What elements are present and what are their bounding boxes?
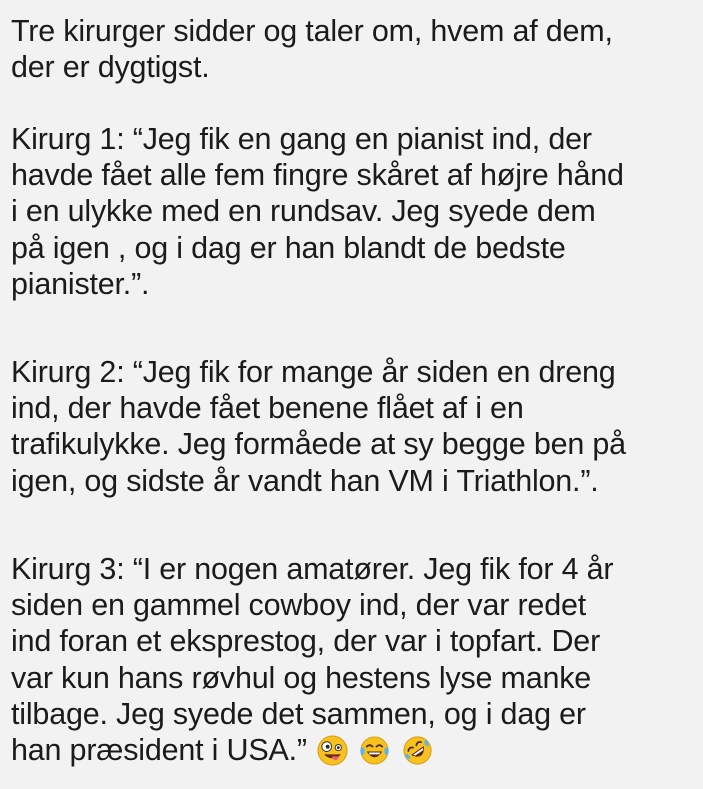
text-line: Kirurg 3: “I er nogen amatører. Jeg fik for 4 år [11,552,614,586]
text-line: Tre kirurger sidder og taler om, hvem af dem, [11,14,613,48]
final-text: han præsident i USA.” [11,733,307,768]
text-line: Kirurg 1: “Jeg fik en gang en pianist ind, der [11,122,592,156]
text-line: ind foran et eksprestog, der var i topfart. Der [11,624,601,659]
text-line: siden en gammel cowboy ind, der var redet [11,588,586,623]
text-line: på igen , og i dag er han blandt de bedste [11,230,566,265]
text-line: Kirurg 2: “Jeg fik for mange år siden en dreng [11,355,616,389]
text-line: ind, der havde fået benene flået af i en [11,391,524,426]
text-line: igen, og sidste år vandt han VM i Triathlon.”. [11,463,599,498]
text-line: havde fået alle fem fingre skåret af højre hånd [11,158,624,193]
text-line: tilbage. Jeg syede det sammen, og i dag er [11,696,586,731]
surgeon-1-paragraph [11,121,679,302]
zany-face-icon [317,735,348,766]
text-line: pianister.”. [11,266,150,301]
emoji-row [317,731,436,767]
rolling-laughing-icon [402,735,433,766]
surgeon-2-paragraph [11,354,679,499]
tears-of-joy-icon [359,735,390,766]
text-line-last [11,732,679,770]
surgeon-3-paragraph [11,551,679,770]
text-line: trafikulykke. Jeg formåede at sy begge ben på [11,427,626,462]
intro-paragraph [11,13,679,85]
text-line: i en ulykke med en rundsav. Jeg syede dem [11,194,596,229]
text-line: der er dygtigst. [11,50,210,85]
text-line: var kun hans røvhul og hestens lyse manke [11,660,592,695]
